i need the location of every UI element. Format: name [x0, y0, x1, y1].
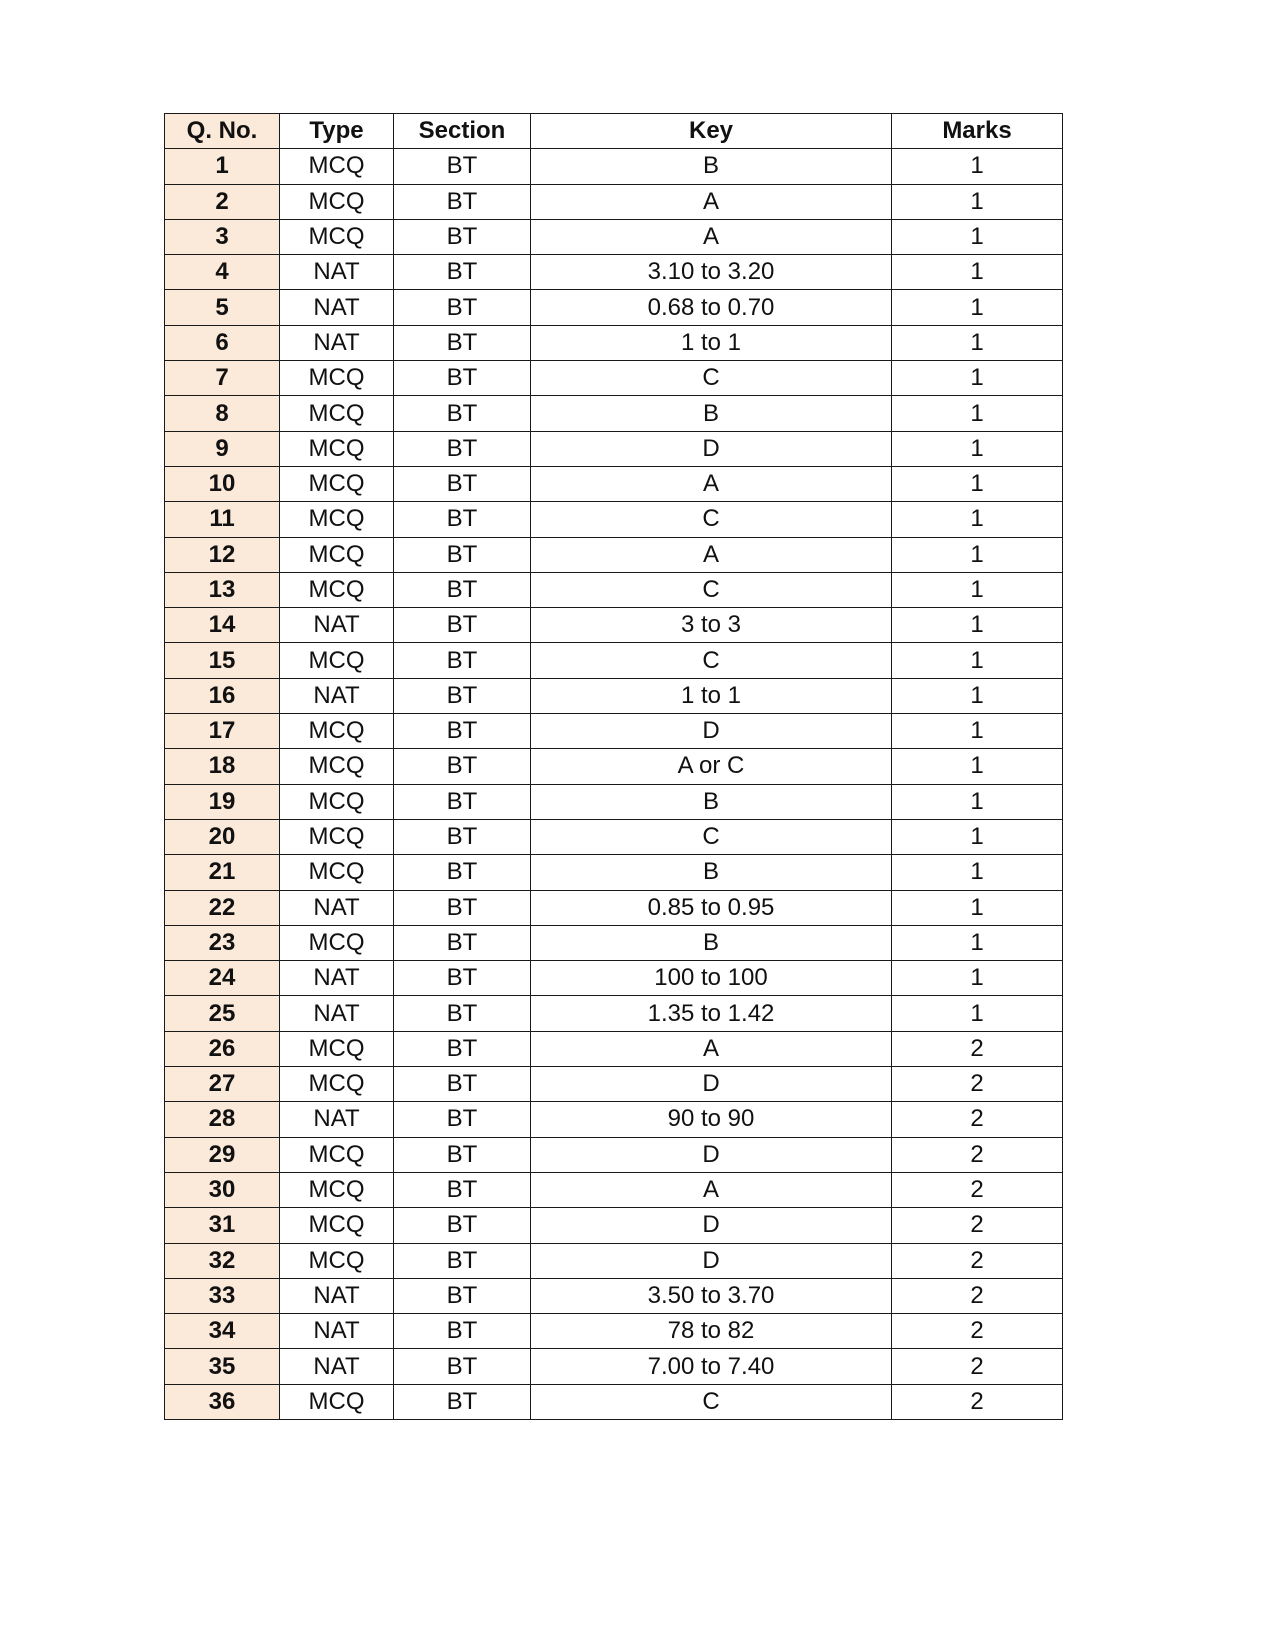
cell-qno: 12	[165, 537, 280, 572]
cell-type: NAT	[280, 255, 394, 290]
cell-key: A	[531, 537, 892, 572]
cell-marks: 1	[892, 325, 1063, 360]
cell-marks: 1	[892, 466, 1063, 501]
cell-type: NAT	[280, 608, 394, 643]
cell-qno: 33	[165, 1278, 280, 1313]
cell-key: A	[531, 1031, 892, 1066]
cell-section: BT	[394, 1208, 531, 1243]
cell-qno: 28	[165, 1102, 280, 1137]
cell-key: A or C	[531, 749, 892, 784]
table-row	[165, 1172, 1063, 1207]
table-row	[165, 396, 1063, 431]
cell-type: NAT	[280, 1349, 394, 1384]
cell-qno: 14	[165, 608, 280, 643]
column-header-marks: Marks	[892, 114, 1063, 149]
table-row	[165, 678, 1063, 713]
cell-marks: 1	[892, 855, 1063, 890]
cell-type: MCQ	[280, 819, 394, 854]
cell-key: C	[531, 819, 892, 854]
cell-marks: 1	[892, 643, 1063, 678]
cell-key: 1 to 1	[531, 325, 892, 360]
cell-type: NAT	[280, 1278, 394, 1313]
cell-marks: 1	[892, 361, 1063, 396]
cell-qno: 27	[165, 1067, 280, 1102]
cell-qno: 16	[165, 678, 280, 713]
cell-section: BT	[394, 466, 531, 501]
cell-marks: 1	[892, 925, 1063, 960]
cell-section: BT	[394, 714, 531, 749]
cell-section: BT	[394, 784, 531, 819]
cell-qno: 31	[165, 1208, 280, 1243]
column-header-key: Key	[531, 114, 892, 149]
cell-type: MCQ	[280, 784, 394, 819]
cell-key: A	[531, 219, 892, 254]
column-header-qno: Q. No.	[165, 114, 280, 149]
cell-qno: 30	[165, 1172, 280, 1207]
cell-section: BT	[394, 149, 531, 184]
table-row	[165, 219, 1063, 254]
table-row	[165, 149, 1063, 184]
header-row	[165, 114, 1063, 149]
answer-key-table	[164, 113, 1063, 1420]
cell-key: B	[531, 925, 892, 960]
cell-section: BT	[394, 537, 531, 572]
table-row	[165, 325, 1063, 360]
cell-marks: 2	[892, 1102, 1063, 1137]
cell-marks: 1	[892, 396, 1063, 431]
cell-section: BT	[394, 1067, 531, 1102]
cell-marks: 1	[892, 749, 1063, 784]
cell-key: C	[531, 502, 892, 537]
cell-key: 90 to 90	[531, 1102, 892, 1137]
cell-qno: 34	[165, 1314, 280, 1349]
cell-marks: 1	[892, 255, 1063, 290]
cell-marks: 1	[892, 996, 1063, 1031]
cell-section: BT	[394, 749, 531, 784]
cell-qno: 5	[165, 290, 280, 325]
cell-marks: 1	[892, 608, 1063, 643]
cell-section: BT	[394, 608, 531, 643]
table-row	[165, 1102, 1063, 1137]
table-row	[165, 255, 1063, 290]
cell-type: MCQ	[280, 466, 394, 501]
table-row	[165, 184, 1063, 219]
cell-qno: 17	[165, 714, 280, 749]
cell-type: NAT	[280, 678, 394, 713]
column-header-type: Type	[280, 114, 394, 149]
cell-section: BT	[394, 1384, 531, 1419]
cell-qno: 23	[165, 925, 280, 960]
cell-qno: 4	[165, 255, 280, 290]
cell-type: NAT	[280, 1102, 394, 1137]
cell-key: 100 to 100	[531, 961, 892, 996]
cell-key: D	[531, 714, 892, 749]
table-row	[165, 1031, 1063, 1066]
cell-type: MCQ	[280, 855, 394, 890]
column-header-section: Section	[394, 114, 531, 149]
cell-type: MCQ	[280, 1031, 394, 1066]
cell-section: BT	[394, 1102, 531, 1137]
cell-type: MCQ	[280, 925, 394, 960]
cell-type: MCQ	[280, 1137, 394, 1172]
cell-section: BT	[394, 1314, 531, 1349]
cell-key: 1 to 1	[531, 678, 892, 713]
cell-section: BT	[394, 855, 531, 890]
cell-type: NAT	[280, 1314, 394, 1349]
table-row	[165, 431, 1063, 466]
cell-key: C	[531, 572, 892, 607]
cell-qno: 35	[165, 1349, 280, 1384]
table-row	[165, 1314, 1063, 1349]
cell-type: MCQ	[280, 1384, 394, 1419]
cell-section: BT	[394, 290, 531, 325]
cell-marks: 2	[892, 1278, 1063, 1313]
cell-type: MCQ	[280, 1172, 394, 1207]
cell-type: MCQ	[280, 431, 394, 466]
cell-type: NAT	[280, 325, 394, 360]
cell-marks: 2	[892, 1384, 1063, 1419]
cell-key: D	[531, 1067, 892, 1102]
cell-marks: 2	[892, 1349, 1063, 1384]
cell-section: BT	[394, 1172, 531, 1207]
table-row	[165, 502, 1063, 537]
cell-type: MCQ	[280, 219, 394, 254]
cell-marks: 2	[892, 1208, 1063, 1243]
cell-key: B	[531, 855, 892, 890]
cell-key: D	[531, 1208, 892, 1243]
cell-type: MCQ	[280, 749, 394, 784]
cell-section: BT	[394, 1031, 531, 1066]
cell-qno: 10	[165, 466, 280, 501]
cell-marks: 2	[892, 1031, 1063, 1066]
cell-key: D	[531, 431, 892, 466]
table-row	[165, 608, 1063, 643]
cell-type: MCQ	[280, 1067, 394, 1102]
cell-section: BT	[394, 890, 531, 925]
table-row	[165, 890, 1063, 925]
cell-key: 3.50 to 3.70	[531, 1278, 892, 1313]
cell-qno: 32	[165, 1243, 280, 1278]
table-row	[165, 643, 1063, 678]
cell-section: BT	[394, 925, 531, 960]
cell-marks: 2	[892, 1243, 1063, 1278]
cell-section: BT	[394, 1137, 531, 1172]
table-row	[165, 1384, 1063, 1419]
cell-qno: 19	[165, 784, 280, 819]
cell-qno: 6	[165, 325, 280, 360]
cell-type: MCQ	[280, 184, 394, 219]
cell-section: BT	[394, 996, 531, 1031]
cell-qno: 25	[165, 996, 280, 1031]
cell-qno: 8	[165, 396, 280, 431]
cell-section: BT	[394, 643, 531, 678]
cell-section: BT	[394, 219, 531, 254]
cell-qno: 21	[165, 855, 280, 890]
cell-type: MCQ	[280, 361, 394, 396]
cell-qno: 9	[165, 431, 280, 466]
cell-type: NAT	[280, 890, 394, 925]
cell-marks: 1	[892, 537, 1063, 572]
cell-marks: 2	[892, 1314, 1063, 1349]
cell-section: BT	[394, 502, 531, 537]
cell-qno: 3	[165, 219, 280, 254]
cell-section: BT	[394, 361, 531, 396]
cell-key: 0.68 to 0.70	[531, 290, 892, 325]
cell-type: MCQ	[280, 149, 394, 184]
cell-section: BT	[394, 1243, 531, 1278]
cell-marks: 2	[892, 1137, 1063, 1172]
cell-qno: 18	[165, 749, 280, 784]
cell-marks: 1	[892, 149, 1063, 184]
cell-section: BT	[394, 255, 531, 290]
table-row	[165, 1067, 1063, 1102]
cell-section: BT	[394, 961, 531, 996]
cell-marks: 1	[892, 184, 1063, 219]
table-row	[165, 537, 1063, 572]
cell-type: NAT	[280, 961, 394, 996]
cell-marks: 2	[892, 1172, 1063, 1207]
cell-type: NAT	[280, 290, 394, 325]
cell-type: MCQ	[280, 1208, 394, 1243]
table-row	[165, 572, 1063, 607]
table-row	[165, 1349, 1063, 1384]
table-row	[165, 855, 1063, 890]
cell-key: 0.85 to 0.95	[531, 890, 892, 925]
cell-marks: 1	[892, 890, 1063, 925]
cell-qno: 1	[165, 149, 280, 184]
cell-marks: 1	[892, 819, 1063, 854]
cell-key: A	[531, 466, 892, 501]
table-row	[165, 996, 1063, 1031]
cell-qno: 36	[165, 1384, 280, 1419]
cell-key: 3.10 to 3.20	[531, 255, 892, 290]
cell-marks: 1	[892, 502, 1063, 537]
cell-type: MCQ	[280, 396, 394, 431]
cell-key: C	[531, 1384, 892, 1419]
cell-section: BT	[394, 1349, 531, 1384]
cell-marks: 1	[892, 219, 1063, 254]
cell-qno: 29	[165, 1137, 280, 1172]
cell-qno: 20	[165, 819, 280, 854]
cell-section: BT	[394, 819, 531, 854]
cell-key: B	[531, 396, 892, 431]
cell-qno: 22	[165, 890, 280, 925]
cell-section: BT	[394, 184, 531, 219]
cell-qno: 24	[165, 961, 280, 996]
cell-key: B	[531, 784, 892, 819]
cell-key: A	[531, 1172, 892, 1207]
table-header	[165, 114, 1063, 149]
table-row	[165, 714, 1063, 749]
cell-qno: 2	[165, 184, 280, 219]
cell-key: D	[531, 1137, 892, 1172]
cell-section: BT	[394, 431, 531, 466]
cell-marks: 1	[892, 784, 1063, 819]
cell-section: BT	[394, 572, 531, 607]
cell-qno: 13	[165, 572, 280, 607]
cell-key: B	[531, 149, 892, 184]
cell-type: MCQ	[280, 502, 394, 537]
table-row	[165, 1243, 1063, 1278]
cell-qno: 15	[165, 643, 280, 678]
table-row	[165, 361, 1063, 396]
cell-marks: 1	[892, 431, 1063, 466]
cell-key: D	[531, 1243, 892, 1278]
cell-section: BT	[394, 325, 531, 360]
table-row	[165, 819, 1063, 854]
cell-key: 7.00 to 7.40	[531, 1349, 892, 1384]
cell-marks: 1	[892, 961, 1063, 996]
cell-key: 3 to 3	[531, 608, 892, 643]
cell-key: 1.35 to 1.42	[531, 996, 892, 1031]
cell-type: MCQ	[280, 643, 394, 678]
cell-type: MCQ	[280, 572, 394, 607]
cell-marks: 1	[892, 678, 1063, 713]
cell-section: BT	[394, 1278, 531, 1313]
table-row	[165, 784, 1063, 819]
cell-type: MCQ	[280, 1243, 394, 1278]
table-row	[165, 749, 1063, 784]
table-row	[165, 961, 1063, 996]
cell-key: A	[531, 184, 892, 219]
cell-section: BT	[394, 678, 531, 713]
cell-marks: 1	[892, 290, 1063, 325]
cell-marks: 1	[892, 714, 1063, 749]
cell-key: 78 to 82	[531, 1314, 892, 1349]
table-row	[165, 925, 1063, 960]
cell-qno: 26	[165, 1031, 280, 1066]
cell-marks: 1	[892, 572, 1063, 607]
table-body	[165, 149, 1063, 1420]
cell-key: C	[531, 643, 892, 678]
table-row	[165, 1137, 1063, 1172]
table-row	[165, 1208, 1063, 1243]
cell-type: NAT	[280, 996, 394, 1031]
cell-key: C	[531, 361, 892, 396]
cell-type: MCQ	[280, 714, 394, 749]
cell-section: BT	[394, 396, 531, 431]
cell-type: MCQ	[280, 537, 394, 572]
table-row	[165, 466, 1063, 501]
cell-qno: 7	[165, 361, 280, 396]
cell-qno: 11	[165, 502, 280, 537]
cell-marks: 2	[892, 1067, 1063, 1102]
table-row	[165, 1278, 1063, 1313]
table-row	[165, 290, 1063, 325]
